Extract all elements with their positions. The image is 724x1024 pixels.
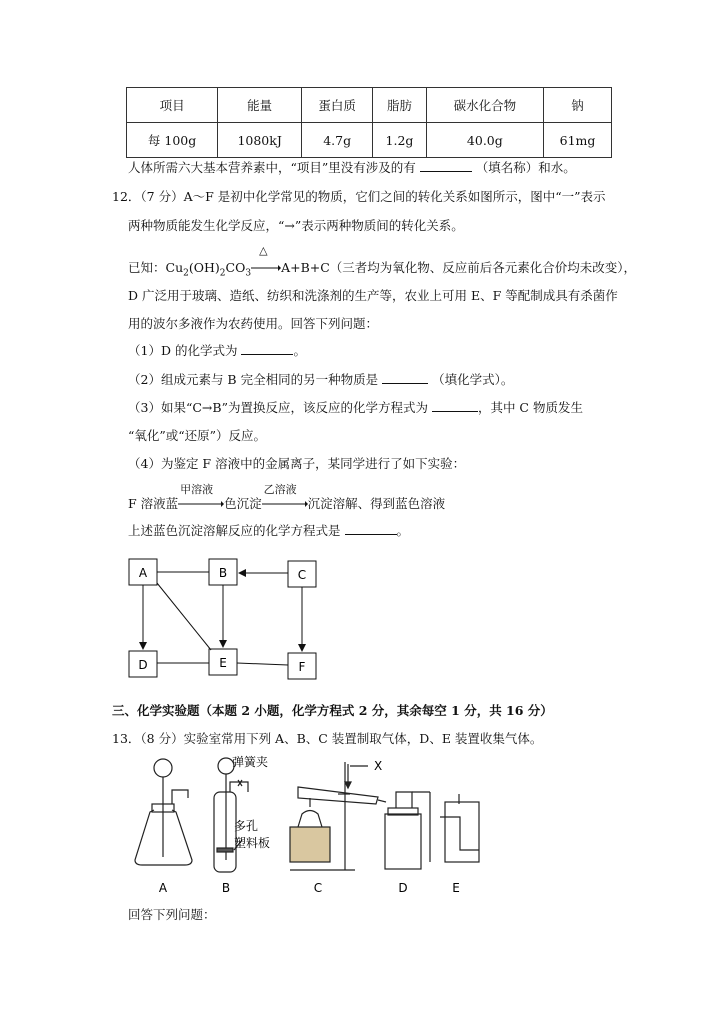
nutrition-table xyxy=(126,87,612,158)
heat-symbol: △ xyxy=(259,244,268,257)
reaction-arrow xyxy=(262,483,308,508)
plate-label-1: 多孔 xyxy=(234,819,259,833)
question-text: 人体所需六大基本营养素中，“项目”里没有涉及的有 xyxy=(128,160,416,175)
reagent-flow xyxy=(128,483,446,512)
q12-known2: D 广泛用于玻璃、造纸、纺织和洗涤剂的生产等，农业上可用 E、F 等配制成具有杀菌作 xyxy=(128,288,618,303)
table-cell: 1.2g xyxy=(373,123,426,158)
table-cell: 脂肪 xyxy=(373,88,426,123)
label-c: C xyxy=(313,881,323,895)
table-cell: 61mg xyxy=(544,123,612,158)
plate-label-2: 塑料板 xyxy=(234,836,271,850)
question-text: 。 xyxy=(396,523,410,538)
reagent-label: 甲溶液 xyxy=(180,483,214,496)
question-text: ，其中 C 物质发生 xyxy=(477,400,583,415)
q12-line2: 两种物质能发生化学反应，“→”表示两种物质间的转化关系。 xyxy=(128,218,464,233)
apparatus-a xyxy=(135,759,192,865)
table-cell: 每 100g xyxy=(127,123,218,158)
table-cell: 4.7g xyxy=(302,123,373,158)
edge-a-e xyxy=(157,583,211,650)
x-label: X xyxy=(374,759,383,773)
known-text: A+B+C（三者均为氧化物、反应前后各元素化合价均未改变）， xyxy=(281,260,637,275)
question-text: （1）D 的化学式为 xyxy=(128,343,238,358)
label-e: E xyxy=(452,881,460,895)
question-text: 上述蓝色沉淀溶解反应的化学方程式是 xyxy=(128,523,341,538)
subscript: 2 xyxy=(219,268,226,279)
q12-last xyxy=(128,521,409,539)
node-c-label: C xyxy=(297,568,307,582)
relation-diagram xyxy=(120,555,340,685)
apparatus-b xyxy=(214,758,248,872)
apparatus-e xyxy=(440,794,479,862)
answer-blank[interactable] xyxy=(420,160,472,172)
table-cell: 40.0g xyxy=(426,123,543,158)
formula-text: (OH) xyxy=(188,260,220,275)
reaction-arrow xyxy=(178,483,224,508)
q12-known xyxy=(128,244,637,279)
q12-sub4: （4）为鉴定 F 溶液中的金属离子，某同学进行了如下实验： xyxy=(128,456,466,471)
node-e-label: E xyxy=(219,656,227,670)
flow-text: 色沉淀 xyxy=(224,496,262,511)
question-text: （填化学式）。 xyxy=(432,372,514,387)
answer-blank[interactable] xyxy=(432,400,478,412)
label-b: B xyxy=(221,881,231,895)
node-a-label: A xyxy=(138,566,148,580)
question-text: （2）组成元素与 B 完全相同的另一种物质是 xyxy=(128,372,379,387)
arrow-icon xyxy=(178,496,224,508)
label-a: A xyxy=(158,881,168,895)
apparatus-figure xyxy=(130,752,490,902)
table-cell: 碳水化合物 xyxy=(426,88,543,123)
question-text: （3）如果“C→B”为置换反应，该反应的化学方程式为 xyxy=(128,400,428,415)
clip-label: 弹簧夹 xyxy=(232,755,269,769)
edge-e-f xyxy=(237,663,288,665)
label-d: D xyxy=(398,881,408,895)
q12-line1: 12．（7 分）A～F 是初中化学常见的物质，它们之间的转化关系如图所示，图中“一”表示 xyxy=(112,189,606,204)
node-d-label: D xyxy=(138,658,148,672)
arrow-icon xyxy=(251,260,281,272)
table-header-row xyxy=(127,88,612,123)
node-b-label: B xyxy=(218,566,228,580)
reaction-arrow xyxy=(251,244,281,272)
answer-blank[interactable] xyxy=(345,523,397,535)
label-text: 已知： xyxy=(128,260,166,275)
reagent-label: 乙溶液 xyxy=(263,483,297,496)
section-title: 三、化学实验题（本题 2 小题，化学方程式 2 分，其余每空 1 分，共 16 分） xyxy=(112,703,553,718)
q12-sub1 xyxy=(128,341,306,359)
q13-answer-prompt: 回答下列问题： xyxy=(128,907,216,922)
table-row xyxy=(127,123,612,158)
flow-text: 沉淀溶解、得到蓝色溶液 xyxy=(307,496,446,511)
subscript: 3 xyxy=(245,268,252,279)
subscript: 2 xyxy=(183,268,189,279)
q13-line1: 13．（8 分）实验室常用下列 A、B、C 装置制取气体，D、E 装置收集气体。 xyxy=(112,731,543,746)
table-cell: 项目 xyxy=(127,88,218,123)
q12-sub3 xyxy=(128,398,583,416)
apparatus-c xyxy=(290,762,386,870)
formula-text: Cu xyxy=(165,260,184,275)
q12-sub2 xyxy=(128,370,513,388)
table-cell: 1080kJ xyxy=(218,123,302,158)
question-text: 。 xyxy=(293,343,306,358)
table-cell: 钠 xyxy=(544,88,612,123)
question-text: （填名称）和水。 xyxy=(475,160,576,175)
table-cell: 能量 xyxy=(218,88,302,123)
flow-text: F 溶液蓝 xyxy=(128,496,179,511)
nutrients-question xyxy=(128,158,576,176)
node-f-label: F xyxy=(298,660,306,674)
arrow-icon xyxy=(262,496,308,508)
answer-blank[interactable] xyxy=(241,343,293,355)
apparatus-d xyxy=(385,792,430,869)
q12-known3: 用的波尔多液作为农药使用。回答下列问题： xyxy=(128,316,379,331)
answer-blank[interactable] xyxy=(382,372,428,384)
q12-sub3-line2: “氧化”或“还原”）反应。 xyxy=(128,428,267,443)
table-cell: 蛋白质 xyxy=(302,88,373,123)
formula-text: CO xyxy=(225,260,246,275)
